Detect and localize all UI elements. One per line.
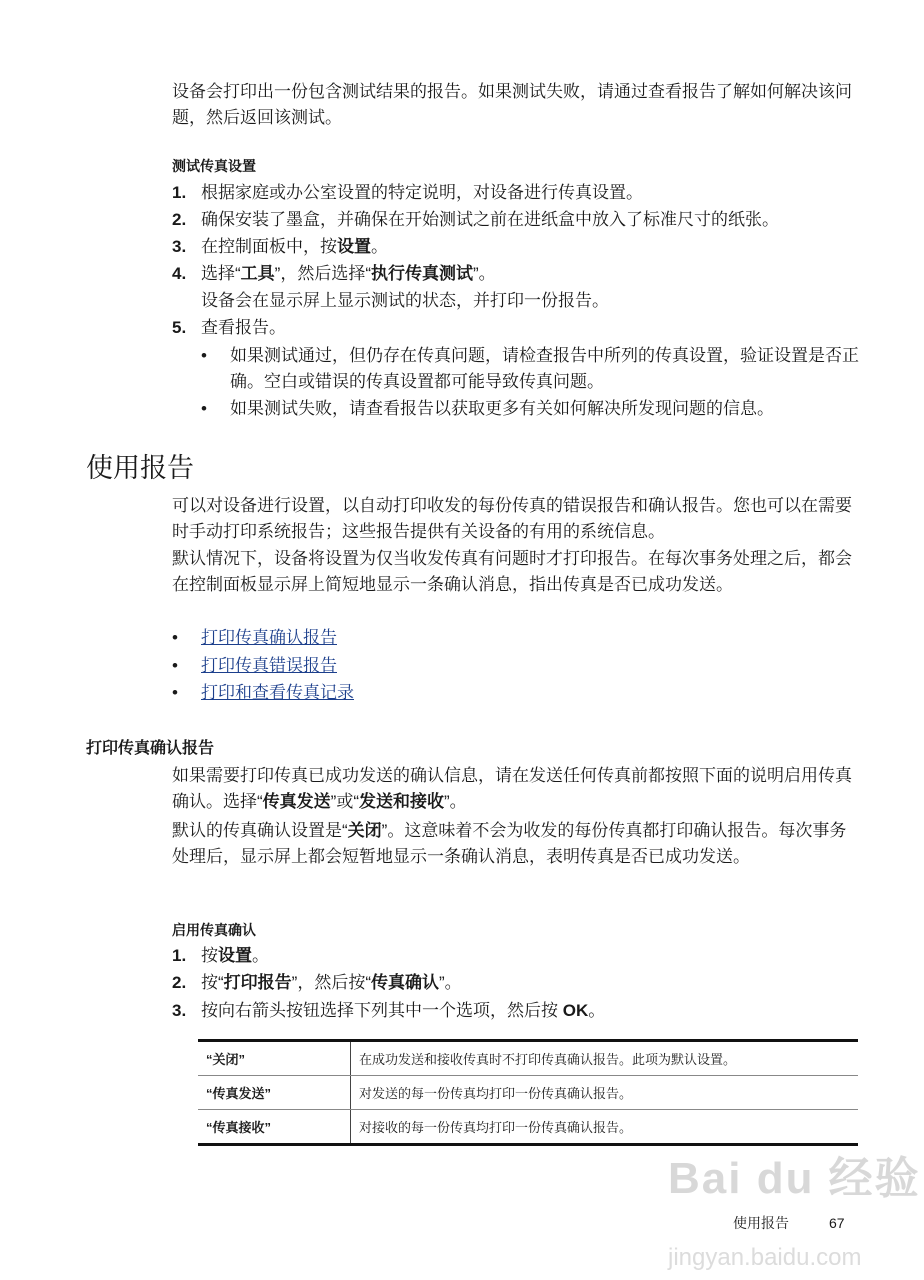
confirm-paragraph-2: 默认的传真确认设置是“关闭”。这意味着不会为收发的每份传真都打印确认报告。每次事务处理后，显示屏上都会短暂地显示一条确认消息，表明传真是否已成功发送。: [172, 821, 847, 866]
test-fax-heading: 测试传真设置: [172, 158, 256, 174]
subsection-heading: 打印传真确认报告: [86, 740, 215, 757]
link-list: • 打印传真确认报告 • 打印传真错误报告 • 打印和查看传真记录: [172, 628, 354, 702]
link-fax-log[interactable]: 打印和查看传真记录: [201, 683, 354, 702]
step-1: 1. 根据家庭或办公室设置的特定说明，对设备进行传真设置。: [172, 183, 643, 202]
step-4: 4. 选择“工具”，然后选择“执行传真测试”。 设备会在显示屏上显示测试的状态，并打印一份报告。: [172, 260, 609, 314]
reports-paragraph-2: 默认情况下，设备将设置为仅当收发传真有问题时才打印报告。在每次事务处理之后，都会在控制面板显示屏上简短地显示一条确认消息，指出传真是否已成功发送。: [172, 549, 852, 594]
options-table: [198, 1039, 858, 1146]
bullet-item: • 如果测试通过，但仍存在传真问题，请检查报告中所列的传真设置，验证设置是否正确。空白或错误的传真设置都可能导致传真问题。: [201, 346, 859, 391]
confirm-paragraph-1: 如果需要打印传真已成功发送的确认信息，请在发送任何传真前都按照下面的说明启用传真确认。选择“传真发送”或“发送和接收”。: [172, 766, 852, 811]
reports-paragraph-1: 可以对设备进行设置，以自动打印收发的每份传真的错误报告和确认报告。您也可以在需要时手动打印系统报告；这些报告提供有关设备的有用的系统信息。: [172, 496, 852, 541]
link-fax-confirmation[interactable]: 打印传真确认报告: [201, 628, 337, 647]
section-heading: 使用报告: [86, 453, 194, 483]
link-fax-error[interactable]: 打印传真错误报告: [201, 655, 337, 675]
step-5: 5. 查看报告。: [172, 318, 286, 337]
step-2: 2. 确保安装了墨盒，并确保在开始测试之前在进纸盒中放入了标准尺寸的纸张。: [172, 210, 779, 229]
confirm-step-1: 1. 按设置。: [172, 946, 269, 965]
table-row: “传真发送” 对发送的每一份传真均打印一份传真确认报告。: [198, 1076, 858, 1110]
intro-paragraph: 设备会打印出一份包含测试结果的报告。如果测试失败，请通过查看报告了解如何解决该问题，然后返回该测试。: [172, 82, 852, 127]
enable-confirm-heading: 启用传真确认: [172, 922, 256, 938]
step-4-note: 设备会在显示屏上显示测试的状态，并打印一份报告。: [201, 291, 609, 310]
step-3: 3. 在控制面板中，按设置。: [172, 237, 388, 256]
table-row: “关闭” 在成功发送和接收传真时不打印传真确认报告。此项为默认设置。: [198, 1041, 858, 1076]
baidu-watermark-logo: Bai du 经验: [668, 1154, 921, 1203]
bullet-item: • 如果测试失败，请查看报告以获取更多有关如何解决所发现问题的信息。: [201, 399, 774, 418]
baidu-watermark-url: jingyan.baidu.com: [668, 1244, 862, 1271]
confirm-step-2: 2. 按“打印报告”，然后按“传真确认”。: [172, 973, 462, 992]
page-footer: 使用报告 67: [733, 1215, 845, 1231]
table-row: “传真接收” 对接收的每一份传真均打印一份传真确认报告。: [198, 1110, 858, 1145]
confirm-step-3: 3. 按向右箭头按钮选择下列其中一个选项，然后按 OK。: [172, 1001, 606, 1020]
page-number: 67: [829, 1215, 845, 1231]
